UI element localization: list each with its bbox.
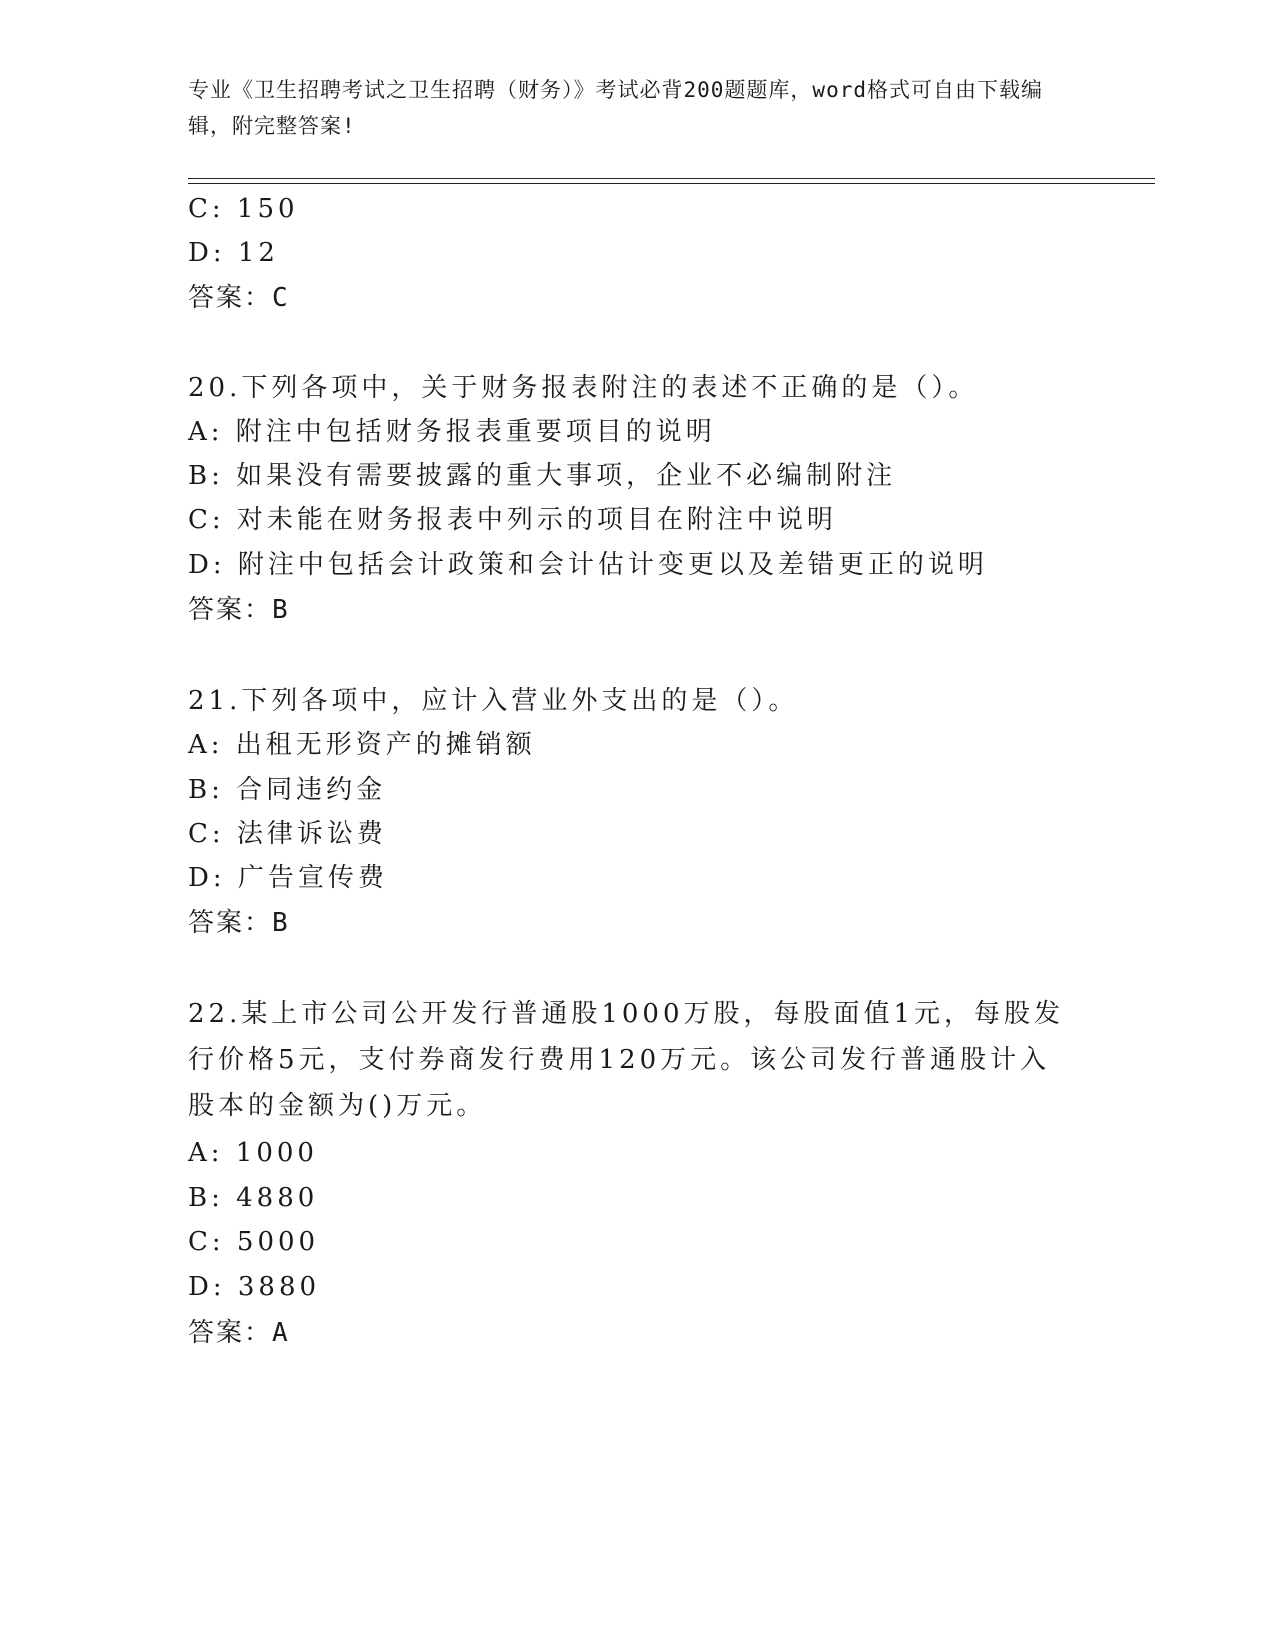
q20-option-c: C: 对未能在财务报表中列示的项目在附注中说明 [188, 505, 837, 535]
q22-option-d: D: 3880 [188, 1272, 321, 1302]
q20-option-d: D: 附注中包括会计政策和会计估计变更以及差错更正的说明 [188, 550, 988, 580]
q20-stem: 20.下列各项中，关于财务报表附注的表述不正确的是（）。 [188, 373, 979, 403]
header-divider-top [188, 178, 1155, 179]
q20-answer: 答案：B [188, 595, 290, 625]
q21-option-d: D: 广告宣传费 [188, 863, 388, 893]
q21-option-c: C: 法律诉讼费 [188, 819, 387, 849]
q20-option-b: B: 如果没有需要披露的重大事项，企业不必编制附注 [188, 461, 897, 491]
document-header: 专业《卫生招聘考试之卫生招聘（财务）》考试必背200题题库，word格式可自由下载编辑，附完整答案! [188, 78, 1043, 138]
q20-option-a: A: 附注中包括财务报表重要项目的说明 [188, 417, 716, 447]
q22-option-c: C: 5000 [188, 1227, 320, 1257]
q19-answer: 答案：C [188, 283, 290, 313]
q21-option-b: B: 合同违约金 [188, 775, 387, 805]
q22-option-b: B: 4880 [188, 1183, 319, 1213]
q21-option-a: A: 出租无形资产的摊销额 [188, 730, 536, 760]
q21-answer: 答案：B [188, 908, 290, 938]
q21-stem: 21.下列各项中，应计入营业外支出的是（）。 [188, 686, 799, 716]
q22-option-a: A: 1000 [188, 1138, 318, 1168]
q22-stem: 22.某上市公司公开发行普通股1000万股，每股面值1元，每股发行价格5元，支付券商发行费用120万元。该公司发行普通股计入股本的金额为()万元。 [188, 999, 1065, 1121]
q19-option-d: D: 12 [188, 238, 279, 268]
q22-answer: 答案：A [188, 1318, 290, 1348]
header-divider-bottom [188, 183, 1155, 184]
q19-option-c: C: 150 [188, 194, 299, 224]
